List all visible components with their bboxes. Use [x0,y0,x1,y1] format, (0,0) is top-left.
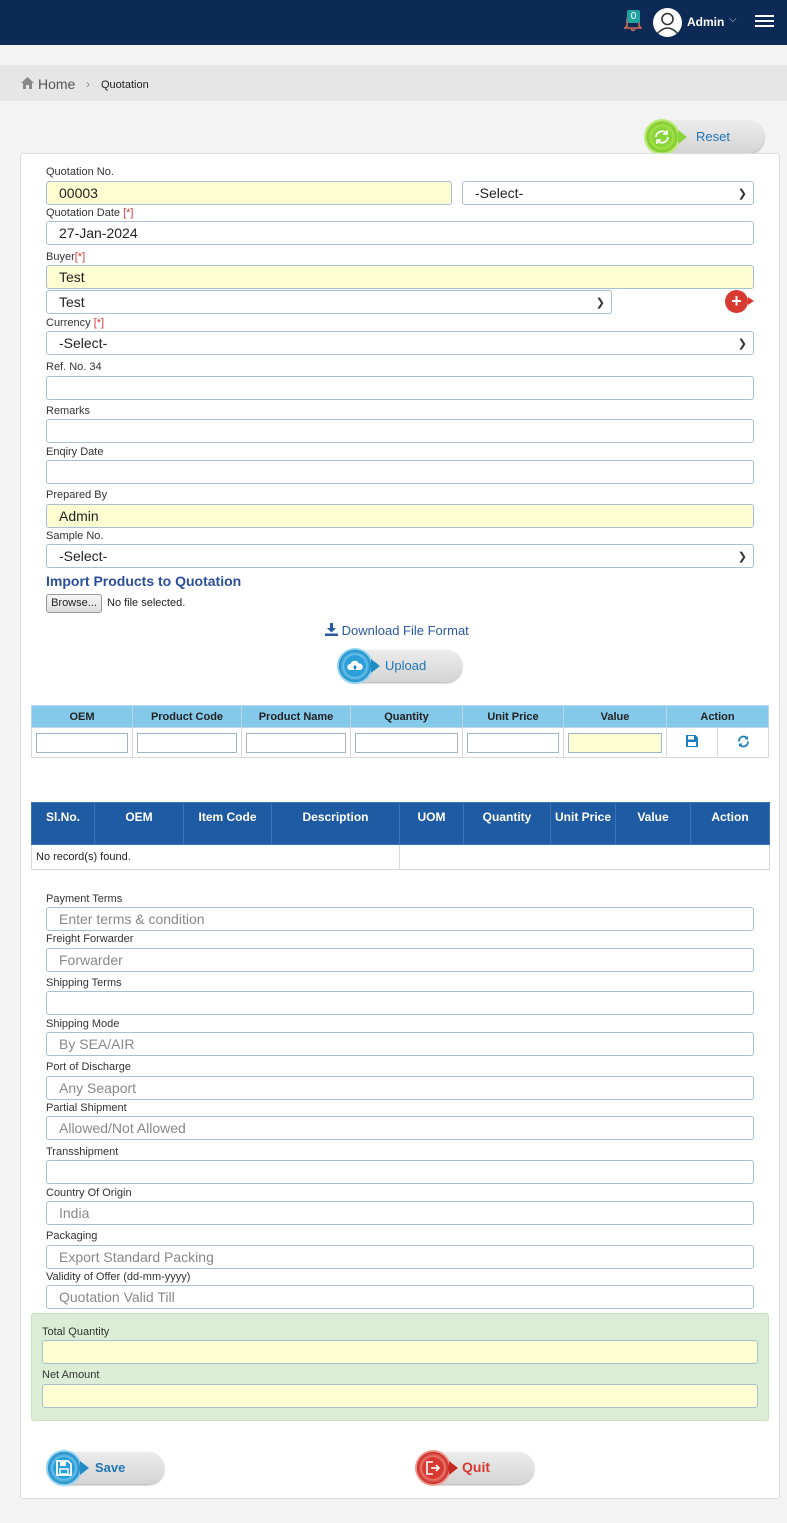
hamburger-icon[interactable] [755,15,774,29]
chevron-down-icon: ❯ [595,297,605,309]
ref-no-input[interactable] [46,376,754,400]
shipping-mode-label: Shipping Mode [46,1018,120,1030]
column-header: Unit Price [551,803,616,845]
buyer-label: Buyer[*] [46,251,86,263]
import-section-title: Import Products to Quotation [46,573,242,589]
net-amount-input[interactable] [42,1384,758,1408]
oem-entry-input[interactable] [36,733,128,753]
breadcrumb-current: Quotation [101,79,149,91]
validity-input[interactable]: Quotation Valid Till [46,1285,754,1309]
table-row [32,845,770,870]
column-header: Quantity [351,706,463,728]
column-header: Unit Price [463,706,564,728]
add-buyer-button[interactable]: + [725,290,748,313]
packaging-input[interactable]: Export Standard Packing [46,1245,754,1269]
quotation-date-input[interactable]: 27-Jan-2024 [46,221,754,245]
reset-button[interactable] [646,121,764,153]
sign-out-icon [415,1450,451,1486]
quotation-no-input[interactable]: 00003 [46,181,452,205]
freight-forwarder-label: Freight Forwarder [46,933,134,945]
freight-forwarder-input[interactable]: Forwarder [46,948,754,972]
partial-shipment-input[interactable]: Allowed/Not Allowed [46,1116,754,1140]
refresh-icon [644,119,680,155]
currency-select[interactable] [46,331,754,355]
column-header: Action [667,706,769,728]
quit-button[interactable] [417,1452,534,1484]
save-row-icon[interactable] [686,735,698,747]
port-of-discharge-input[interactable]: Any Seaport [46,1076,754,1100]
save-button[interactable] [48,1452,164,1484]
buyer-select-value: Test [59,294,85,310]
validity-label: Validity of Offer (dd-mm-yyyy) [46,1271,191,1283]
column-header: OEM [95,803,184,845]
download-file-format-link[interactable]: Download File Format [325,623,469,638]
enquiry-date-input[interactable] [46,460,754,484]
column-header: Value [616,803,691,845]
payment-terms-input[interactable]: Enter terms & condition [46,907,754,931]
upload-label: Upload [385,658,427,673]
chevron-down-icon: ❯ [737,188,747,200]
remarks-label: Remarks [46,405,91,417]
empty-message: No record(s) found. [32,845,400,870]
payment-terms-label: Payment Terms [46,893,123,905]
prepared-by-input[interactable]: Admin [46,504,754,528]
save-label: Save [95,1460,126,1475]
currency-label: Currency [*] [46,317,105,329]
currency-value: -Select- [59,335,108,351]
product-code-entry-input[interactable] [137,733,237,753]
column-header: UOM [400,803,464,845]
partial-shipment-label: Partial Shipment [46,1102,127,1114]
unit-price-entry-input[interactable] [467,733,559,753]
packaging-label: Packaging [46,1230,98,1242]
table-row [32,728,769,758]
shipping-terms-label: Shipping Terms [46,977,122,989]
refresh-row-icon[interactable] [737,735,750,748]
column-header: Quantity [464,803,551,845]
floppy-disk-icon [46,1450,82,1486]
remarks-input[interactable] [46,419,754,443]
breadcrumb-home-link[interactable]: Home [38,76,76,92]
country-of-origin-input[interactable]: India [46,1201,754,1225]
total-quantity-label: Total Quantity [42,1326,110,1338]
home-icon[interactable] [21,77,34,89]
quit-label: Quit [462,1459,490,1475]
quotation-no-label: Quotation No. [46,166,114,178]
breadcrumb-separator-icon: › [86,77,90,91]
reset-label: Reset [696,129,730,144]
column-header: Product Code [133,706,242,728]
required-marker: [*] [93,317,105,329]
browse-file-button[interactable]: Browse... [46,594,102,613]
buyer-select[interactable] [46,290,612,314]
buyer-input[interactable]: Test [46,265,754,289]
quotation-series-value: -Select- [475,185,524,201]
country-of-origin-label: Country Of Origin [46,1187,132,1199]
value-entry-input[interactable] [568,733,662,753]
notification-badge: 0 [627,10,640,23]
totals-panel [31,1313,769,1421]
column-header: Value [564,706,667,728]
chevron-down-icon: ❯ [737,551,747,563]
cloud-upload-icon [337,648,373,684]
product-entry-table [31,705,769,758]
sample-no-value: -Select- [59,548,108,564]
column-header: OEM [32,706,133,728]
avatar-icon[interactable] [653,8,682,37]
net-amount-label: Net Amount [42,1369,100,1381]
quotation-date-label: Quotation Date [*] [46,207,134,219]
sample-no-label: Sample No. [46,530,104,542]
column-header: Item Code [184,803,272,845]
chevron-down-icon: ❯ [737,338,747,350]
column-header: Description [272,803,400,845]
download-icon [325,623,338,636]
port-of-discharge-label: Port of Discharge [46,1061,131,1073]
prepared-by-label: Prepared By [46,489,108,501]
column-header: Action [691,803,770,845]
transshipment-input[interactable] [46,1160,754,1184]
upload-button[interactable] [339,650,462,682]
quotation-items-table [31,802,770,870]
chevron-down-icon[interactable]: ⌵ [729,14,737,25]
shipping-terms-input[interactable] [46,991,754,1015]
column-header: Sl.No. [32,803,95,845]
transshipment-label: Transshipment [46,1146,119,1158]
required-marker: [*] [123,207,134,219]
user-name[interactable]: Admin [687,15,725,29]
quantity-entry-input[interactable] [355,733,458,753]
required-marker: [*] [74,251,86,263]
ref-no-label: Ref. No. 34 [46,361,102,373]
total-quantity-input[interactable] [42,1340,758,1364]
column-header: Product Name [242,706,351,728]
enquiry-date-label: Enqiry Date [46,446,104,458]
file-status: No file selected. [107,597,186,609]
shipping-mode-input[interactable]: By SEA/AIR [46,1032,754,1056]
product-name-entry-input[interactable] [246,733,346,753]
quotation-series-select[interactable] [462,181,754,205]
sample-no-select[interactable] [46,544,754,568]
